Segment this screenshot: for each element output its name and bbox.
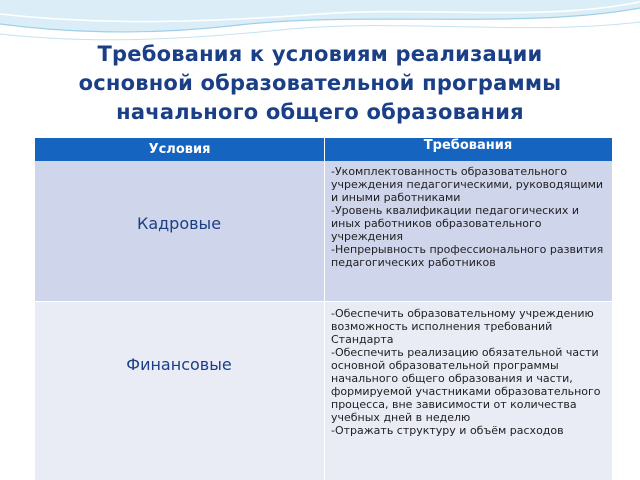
header-requirements: Требования xyxy=(423,138,513,153)
requirements-cell xyxy=(324,161,612,301)
slide-title xyxy=(0,40,640,127)
table-row xyxy=(35,301,612,480)
requirements-table xyxy=(35,138,612,480)
title-line-1: Требования к условиям реализации xyxy=(97,42,543,66)
requirements-cell xyxy=(324,302,612,480)
requirement-item: -Обеспечить реализацию обязательной части основной образовательной программы начального общего образования и части, формируемой участниками образовательного процесса, вне зависимости от количества учебных дней в неделю xyxy=(331,346,601,424)
table-header xyxy=(35,138,612,161)
requirement-item: -Обеспечить образовательному учреждению возможность исполнения требований Стандарта xyxy=(331,307,594,346)
requirement-item: -Уровень квалификации педагогических и иных работников образовательного учреждения xyxy=(331,204,580,243)
title-line-2: основной образовательной программы xyxy=(78,71,562,95)
requirement-item: -Непрерывность профессионального развития педагогических работников xyxy=(331,243,604,269)
requirement-item: -Отражать структуру и объём расходов xyxy=(331,424,564,437)
header-conditions: Условия xyxy=(148,142,211,157)
condition-cell: Финансовые xyxy=(126,355,232,374)
table-row xyxy=(35,161,612,301)
condition-cell: Кадровые xyxy=(136,214,222,233)
title-line-3: начального общего образования xyxy=(116,100,524,124)
requirement-item: -Укомплектованность образовательного учреждения педагогическими, руководящими и иными работниками xyxy=(331,165,604,204)
